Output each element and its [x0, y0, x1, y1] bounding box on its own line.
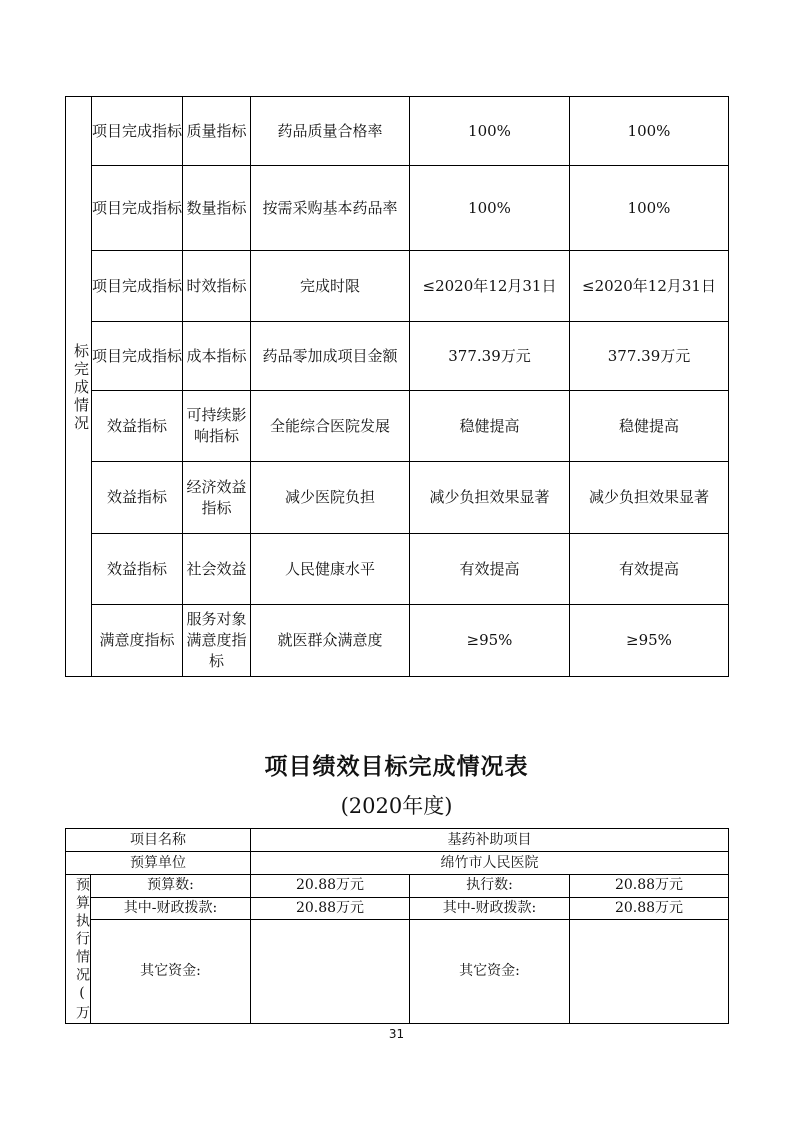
cell-actual: 有效提高	[570, 534, 729, 605]
other-funds-exec	[570, 919, 729, 1023]
cell-indicator: 完成时限	[251, 251, 410, 322]
cell-actual: 100%	[570, 97, 729, 166]
cell-second-level: 服务对象满意度指标	[183, 605, 251, 677]
budget-label: 预算数:	[91, 875, 251, 898]
cell-first-level: 效益指标	[92, 534, 183, 605]
cell-indicator: 全能综合医院发展	[251, 391, 410, 462]
budget-unit-value: 绵竹市人民医院	[251, 852, 729, 875]
cell-actual: ≥95%	[570, 605, 729, 677]
project-name-label: 项目名称	[66, 829, 251, 852]
cell-target: 100%	[410, 166, 570, 251]
table-row	[66, 391, 729, 462]
table-row	[66, 852, 729, 875]
cell-actual: 减少负担效果显著	[570, 462, 729, 534]
indicator-table	[65, 96, 729, 677]
other-funds-label: 其它资金:	[91, 919, 251, 1023]
side-label-completion: 标完成情况	[66, 97, 92, 677]
table-row	[66, 166, 729, 251]
fiscal-exec-value: 20.88万元	[570, 897, 729, 919]
cell-target: ≥95%	[410, 605, 570, 677]
cell-second-level: 社会效益	[183, 534, 251, 605]
fiscal-budget-value: 20.88万元	[251, 897, 410, 919]
cell-actual: 100%	[570, 166, 729, 251]
cell-indicator: 就医群众满意度	[251, 605, 410, 677]
table-row	[66, 919, 729, 1023]
cell-second-level: 经济效益指标	[183, 462, 251, 534]
exec-value: 20.88万元	[570, 875, 729, 898]
cell-target: 稳健提高	[410, 391, 570, 462]
table-row	[66, 829, 729, 852]
budget-value: 20.88万元	[251, 875, 410, 898]
cell-first-level: 项目完成指标	[92, 322, 183, 391]
budget-unit-label: 预算单位	[66, 852, 251, 875]
table-row	[66, 251, 729, 322]
cell-indicator: 按需采购基本药品率	[251, 166, 410, 251]
other-funds-exec-label: 其它资金:	[410, 919, 570, 1023]
fiscal-label: 其中-财政拨款:	[91, 897, 251, 919]
cell-first-level: 项目完成指标	[92, 97, 183, 166]
cell-second-level: 时效指标	[183, 251, 251, 322]
cell-indicator: 减少医院负担	[251, 462, 410, 534]
cell-target: ≤2020年12月31日	[410, 251, 570, 322]
cell-target: 减少负担效果显著	[410, 462, 570, 534]
table-row	[66, 605, 729, 677]
table-row	[66, 875, 729, 898]
cell-first-level: 项目完成指标	[92, 166, 183, 251]
cell-target: 有效提高	[410, 534, 570, 605]
page-subtitle: (2020年度)	[340, 794, 453, 818]
cell-actual: ≤2020年12月31日	[570, 251, 729, 322]
other-funds-budget	[251, 919, 410, 1023]
project-name-value: 基药补助项目	[251, 829, 729, 852]
exec-label: 执行数:	[410, 875, 570, 898]
cell-target: 377.39万元	[410, 322, 570, 391]
table-row	[66, 462, 729, 534]
cell-second-level: 数量指标	[183, 166, 251, 251]
table-row	[66, 322, 729, 391]
cell-first-level: 满意度指标	[92, 605, 183, 677]
cell-first-level: 效益指标	[92, 462, 183, 534]
cell-indicator: 人民健康水平	[251, 534, 410, 605]
budget-table	[65, 828, 729, 1024]
cell-indicator: 药品质量合格率	[251, 97, 410, 166]
table-row	[66, 534, 729, 605]
cell-actual: 稳健提高	[570, 391, 729, 462]
cell-actual: 377.39万元	[570, 322, 729, 391]
table-row	[66, 897, 729, 919]
side-label-budget: 预算执行情况(万	[66, 875, 91, 1024]
table-row	[66, 97, 729, 166]
cell-indicator: 药品零加成项目金额	[251, 322, 410, 391]
cell-second-level: 可持续影响指标	[183, 391, 251, 462]
fiscal-exec-label: 其中-财政拨款:	[410, 897, 570, 919]
cell-second-level: 成本指标	[183, 322, 251, 391]
page-number: 31	[388, 1027, 405, 1041]
page-title: 项目绩效目标完成情况表	[264, 753, 529, 780]
cell-second-level: 质量指标	[183, 97, 251, 166]
cell-first-level: 效益指标	[92, 391, 183, 462]
cell-first-level: 项目完成指标	[92, 251, 183, 322]
cell-target: 100%	[410, 97, 570, 166]
